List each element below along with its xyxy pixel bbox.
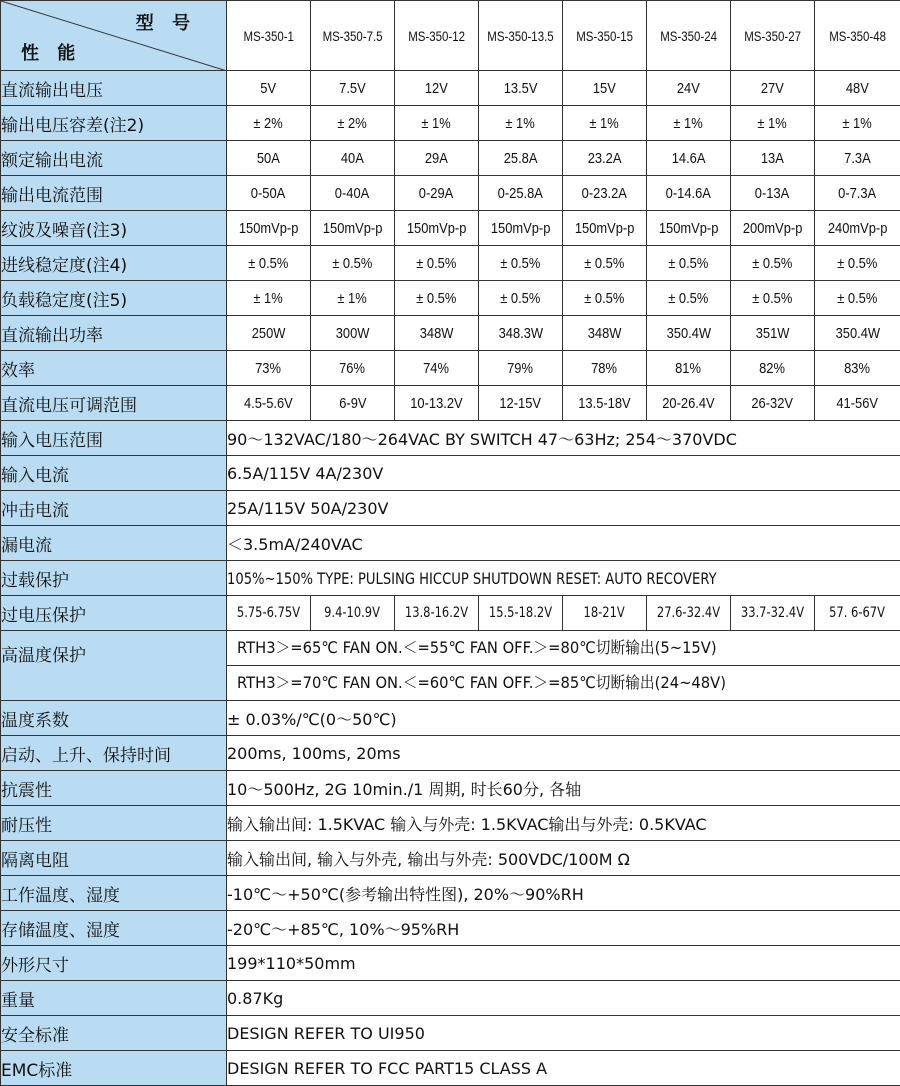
span-value-text: 输入输出间: 1.5KVAC 输入与外壳: 1.5KVAC输出与外壳: 0.5KVAC bbox=[227, 814, 707, 834]
span-value-cell bbox=[227, 1051, 900, 1086]
otp-line bbox=[227, 665, 900, 700]
value-cell bbox=[647, 106, 731, 141]
value-text: 200mVp-p bbox=[742, 219, 803, 237]
row-label: 纹波及噪音(注3) bbox=[1, 211, 227, 246]
value-text: 82% bbox=[759, 359, 786, 377]
value-text: 73% bbox=[255, 359, 282, 377]
value-text: 4.5-5.6V bbox=[244, 394, 293, 412]
value-cell bbox=[647, 351, 731, 386]
row-label: 直流输出功率 bbox=[1, 316, 227, 351]
spec-row bbox=[1, 701, 900, 736]
value-text: ± 1% bbox=[589, 114, 620, 132]
row-label: 负载稳定度(注5) bbox=[1, 281, 227, 316]
value-text: 0-25.8A bbox=[497, 184, 544, 202]
row-label: 冲击电流 bbox=[1, 491, 227, 526]
spec-row bbox=[1, 141, 900, 176]
value-cell bbox=[395, 281, 479, 316]
value-text: 24V bbox=[677, 79, 700, 97]
value-cell bbox=[479, 176, 563, 211]
spec-row bbox=[1, 176, 900, 211]
value-cell bbox=[647, 386, 731, 421]
value-text: 79% bbox=[507, 359, 534, 377]
value-cell bbox=[815, 386, 900, 421]
value-text: 6-9V bbox=[338, 394, 367, 412]
row-label: 输出电流范围 bbox=[1, 176, 227, 211]
value-text: 0-23.2A bbox=[581, 184, 628, 202]
spec-row bbox=[1, 771, 900, 806]
value-cell bbox=[563, 281, 647, 316]
value-text: ± 0.5% bbox=[500, 289, 541, 307]
value-cell bbox=[815, 211, 900, 246]
value-text: 40A bbox=[341, 149, 364, 167]
value-cell bbox=[395, 106, 479, 141]
spec-row bbox=[1, 946, 900, 981]
value-cell bbox=[395, 596, 479, 631]
value-text: 25.8A bbox=[503, 149, 538, 167]
span-value-cell bbox=[227, 911, 900, 946]
spec-row bbox=[1, 386, 900, 421]
span-value-text: 200ms, 100ms, 20ms bbox=[227, 743, 401, 763]
value-cell bbox=[731, 596, 815, 631]
value-text: ± 1% bbox=[842, 114, 873, 132]
value-text: ± 0.5% bbox=[248, 254, 289, 272]
span-value-cell bbox=[227, 421, 900, 456]
value-cell bbox=[563, 141, 647, 176]
model-name: MS-350-27 bbox=[731, 1, 815, 71]
model-name: MS-350-7.5 bbox=[311, 1, 395, 71]
value-text: 348W bbox=[419, 324, 454, 342]
value-cell bbox=[479, 386, 563, 421]
value-text: 13.5-18V bbox=[578, 394, 631, 412]
span-value-text: DESIGN REFER TO FCC PART15 CLASS A bbox=[227, 1058, 548, 1078]
model-name: MS-350-15 bbox=[563, 1, 647, 71]
value-text: 10-13.2V bbox=[410, 394, 463, 412]
span-value-text: 10～500Hz, 2G 10min./1 周期, 时长60分, 各轴 bbox=[227, 779, 582, 799]
span-value-cell bbox=[227, 981, 900, 1016]
value-text: ± 1% bbox=[421, 114, 452, 132]
value-text: 7.5V bbox=[339, 79, 366, 97]
value-cell bbox=[563, 106, 647, 141]
row-label: 输入电流 bbox=[1, 456, 227, 491]
value-text: 74% bbox=[423, 359, 450, 377]
value-text: 150mVp-p bbox=[574, 219, 635, 237]
header-corner-cell bbox=[1, 1, 227, 71]
value-text: 0-50A bbox=[251, 184, 286, 202]
row-label: 过载保护 bbox=[1, 561, 227, 596]
value-cell bbox=[731, 106, 815, 141]
value-text: 13.5V bbox=[503, 79, 538, 97]
span-value-text: -10℃～+50℃(参考输出特性图), 20%～90%RH bbox=[227, 884, 584, 904]
value-cell bbox=[311, 316, 395, 351]
value-text: 76% bbox=[339, 359, 366, 377]
span-value-cell bbox=[227, 491, 900, 526]
header-row bbox=[1, 1, 900, 71]
value-text: 9.4-10.9V bbox=[324, 605, 381, 621]
value-cell bbox=[815, 176, 900, 211]
value-cell bbox=[395, 71, 479, 106]
value-cell bbox=[227, 316, 311, 351]
value-text: 0-14.6A bbox=[665, 184, 712, 202]
value-cell bbox=[731, 281, 815, 316]
value-text: 0-7.3A bbox=[838, 184, 877, 202]
spec-row bbox=[1, 981, 900, 1016]
value-cell bbox=[479, 141, 563, 176]
value-cell bbox=[647, 71, 731, 106]
row-label: 隔离电阻 bbox=[1, 841, 227, 876]
value-text: 81% bbox=[675, 359, 702, 377]
value-text: ± 1% bbox=[505, 114, 536, 132]
value-text: ± 2% bbox=[337, 114, 368, 132]
value-cell bbox=[395, 176, 479, 211]
value-cell bbox=[815, 596, 900, 631]
value-text: ± 1% bbox=[337, 289, 368, 307]
value-cell bbox=[311, 596, 395, 631]
value-cell bbox=[227, 176, 311, 211]
span-value-cell bbox=[227, 946, 900, 981]
value-text: 150mVp-p bbox=[658, 219, 719, 237]
value-cell bbox=[563, 71, 647, 106]
value-text: 0-29A bbox=[419, 184, 454, 202]
value-text: 41-56V bbox=[836, 394, 879, 412]
value-cell bbox=[563, 596, 647, 631]
value-cell bbox=[227, 246, 311, 281]
value-cell bbox=[311, 71, 395, 106]
row-label: 安全标准 bbox=[1, 1016, 227, 1051]
value-cell bbox=[227, 596, 311, 631]
value-cell bbox=[731, 351, 815, 386]
value-cell bbox=[563, 246, 647, 281]
row-label: 外形尺寸 bbox=[1, 946, 227, 981]
span-value-cell bbox=[227, 1016, 900, 1051]
value-cell bbox=[731, 246, 815, 281]
value-cell bbox=[815, 71, 900, 106]
model-name: MS-350-12 bbox=[395, 1, 479, 71]
value-text: ± 0.5% bbox=[668, 254, 709, 272]
model-name: MS-350-24 bbox=[647, 1, 731, 71]
value-text: 20-26.4V bbox=[662, 394, 715, 412]
value-text: 250W bbox=[251, 324, 286, 342]
value-cell bbox=[815, 141, 900, 176]
value-cell bbox=[395, 386, 479, 421]
value-cell bbox=[227, 211, 311, 246]
value-text: 348W bbox=[587, 324, 622, 342]
value-cell bbox=[311, 106, 395, 141]
row-label: 存储温度、湿度 bbox=[1, 911, 227, 946]
span-value-cell bbox=[227, 526, 900, 561]
value-cell bbox=[311, 211, 395, 246]
value-cell bbox=[395, 351, 479, 386]
value-text: 240mVp-p bbox=[827, 219, 888, 237]
value-cell bbox=[647, 316, 731, 351]
spec-row bbox=[1, 491, 900, 526]
value-cell bbox=[647, 176, 731, 211]
value-cell bbox=[647, 211, 731, 246]
span-value-cell bbox=[227, 771, 900, 806]
spec-row bbox=[1, 351, 900, 386]
value-cell bbox=[647, 246, 731, 281]
value-text: ± 0.5% bbox=[416, 254, 457, 272]
value-text: 350.4W bbox=[835, 324, 880, 342]
span-value-text: ± 0.03%/℃(0～50℃) bbox=[227, 709, 397, 729]
row-label: 温度系数 bbox=[1, 701, 227, 736]
value-cell bbox=[647, 596, 731, 631]
value-cell bbox=[647, 281, 731, 316]
spec-row bbox=[1, 631, 900, 701]
value-text: 0-40A bbox=[335, 184, 370, 202]
value-cell bbox=[395, 246, 479, 281]
span-value-text: DESIGN REFER TO UI950 bbox=[227, 1023, 425, 1043]
value-cell bbox=[815, 316, 900, 351]
value-text: ± 0.5% bbox=[837, 254, 878, 272]
value-text: 351W bbox=[755, 324, 790, 342]
value-text: 350.4W bbox=[666, 324, 711, 342]
value-cell bbox=[227, 281, 311, 316]
row-label: 重量 bbox=[1, 981, 227, 1016]
spec-row bbox=[1, 211, 900, 246]
value-text: 13.8-16.2V bbox=[404, 605, 469, 621]
span-value-cell bbox=[227, 841, 900, 876]
value-text: 78% bbox=[591, 359, 618, 377]
row-label: 效率 bbox=[1, 351, 227, 386]
value-cell bbox=[815, 281, 900, 316]
value-text: ± 0.5% bbox=[584, 289, 625, 307]
spec-row bbox=[1, 106, 900, 141]
performance-header-label: 性 能 bbox=[21, 43, 82, 64]
spec-row bbox=[1, 1051, 900, 1086]
value-text: 348.3W bbox=[498, 324, 543, 342]
value-text: 0-13A bbox=[755, 184, 790, 202]
spec-row bbox=[1, 561, 900, 596]
otp-line-text: RTH3＞=65℃ FAN ON.＜=55℃ FAN OFF.＞=80℃切断输出(5~15V) bbox=[237, 638, 717, 657]
value-text: 12V bbox=[425, 79, 448, 97]
value-cell bbox=[731, 176, 815, 211]
span-value-cell bbox=[227, 876, 900, 911]
value-cell bbox=[479, 281, 563, 316]
value-text: 48V bbox=[846, 79, 869, 97]
value-text: 29A bbox=[425, 149, 448, 167]
value-text: 5.75-6.75V bbox=[236, 605, 301, 621]
value-text: 300W bbox=[335, 324, 370, 342]
value-text: 13A bbox=[761, 149, 784, 167]
span-value-cell bbox=[227, 561, 900, 596]
spec-row bbox=[1, 841, 900, 876]
value-text: 12-15V bbox=[499, 394, 542, 412]
span-value-text: ＜3.5mA/240VAC bbox=[227, 534, 363, 554]
row-label: 直流输出电压 bbox=[1, 71, 227, 106]
spec-row bbox=[1, 421, 900, 456]
value-text: 150mVp-p bbox=[322, 219, 383, 237]
span-value-cell bbox=[227, 806, 900, 841]
span-value-cell bbox=[227, 701, 900, 736]
value-text: 26-32V bbox=[751, 394, 794, 412]
value-text: 33.7-32.4V bbox=[740, 605, 805, 621]
spec-row bbox=[1, 246, 900, 281]
value-text: 5V bbox=[260, 79, 277, 97]
spec-row bbox=[1, 281, 900, 316]
spec-row bbox=[1, 1016, 900, 1051]
value-cell bbox=[227, 386, 311, 421]
value-cell bbox=[395, 211, 479, 246]
spec-row bbox=[1, 316, 900, 351]
value-cell bbox=[227, 351, 311, 386]
model-name: MS-350-1 bbox=[227, 1, 311, 71]
value-cell bbox=[731, 71, 815, 106]
value-text: ± 0.5% bbox=[752, 254, 793, 272]
value-cell bbox=[815, 351, 900, 386]
otp-line bbox=[227, 631, 900, 665]
span-value-text: 0.87Kg bbox=[227, 988, 284, 1008]
model-name: MS-350-13.5 bbox=[479, 1, 563, 71]
value-text: 150mVp-p bbox=[238, 219, 299, 237]
value-cell bbox=[563, 211, 647, 246]
value-cell bbox=[479, 246, 563, 281]
row-label: EMC标准 bbox=[1, 1051, 227, 1086]
row-label: 启动、上升、保持时间 bbox=[1, 736, 227, 771]
value-cell bbox=[479, 71, 563, 106]
value-cell bbox=[563, 316, 647, 351]
value-cell bbox=[815, 246, 900, 281]
value-text: ± 2% bbox=[253, 114, 284, 132]
span-value-text: -20℃～+85℃, 10%～95%RH bbox=[227, 919, 460, 939]
row-label: 工作温度、湿度 bbox=[1, 876, 227, 911]
row-label: 额定输出电流 bbox=[1, 141, 227, 176]
value-text: ± 0.5% bbox=[584, 254, 625, 272]
value-text: ± 0.5% bbox=[332, 254, 373, 272]
value-cell bbox=[479, 211, 563, 246]
row-label: 直流电压可调范围 bbox=[1, 386, 227, 421]
value-text: ± 0.5% bbox=[416, 289, 457, 307]
value-cell bbox=[311, 246, 395, 281]
value-text: 15.5-18.2V bbox=[488, 605, 553, 621]
value-cell bbox=[227, 71, 311, 106]
value-cell bbox=[311, 351, 395, 386]
span-value-text: 6.5A/115V 4A/230V bbox=[227, 463, 384, 483]
value-cell bbox=[731, 316, 815, 351]
row-label: 漏电流 bbox=[1, 526, 227, 561]
row-label: 过电压保护 bbox=[1, 596, 227, 631]
value-text: 57. 6-67V bbox=[829, 605, 886, 621]
otp-value-cell bbox=[227, 631, 900, 701]
value-cell bbox=[563, 176, 647, 211]
spec-row bbox=[1, 456, 900, 491]
value-cell bbox=[395, 316, 479, 351]
value-cell bbox=[731, 141, 815, 176]
value-text: 83% bbox=[844, 359, 871, 377]
value-cell bbox=[647, 141, 731, 176]
value-text: 7.3A bbox=[844, 149, 871, 167]
value-cell bbox=[731, 211, 815, 246]
model-name: MS-350-48 bbox=[815, 1, 900, 71]
spec-row bbox=[1, 876, 900, 911]
value-text: 23.2A bbox=[587, 149, 622, 167]
row-label: 输出电压容差(注2) bbox=[1, 106, 227, 141]
value-text: ± 1% bbox=[673, 114, 704, 132]
value-cell bbox=[311, 281, 395, 316]
value-cell bbox=[227, 141, 311, 176]
value-cell bbox=[227, 106, 311, 141]
value-cell bbox=[311, 176, 395, 211]
value-cell bbox=[563, 351, 647, 386]
span-value-cell bbox=[227, 736, 900, 771]
value-cell bbox=[395, 141, 479, 176]
value-text: 50A bbox=[257, 149, 280, 167]
value-text: ± 1% bbox=[757, 114, 788, 132]
spec-row bbox=[1, 71, 900, 106]
spec-row bbox=[1, 806, 900, 841]
value-text: ± 0.5% bbox=[500, 254, 541, 272]
value-text: 14.6A bbox=[671, 149, 706, 167]
value-cell bbox=[479, 596, 563, 631]
value-cell bbox=[479, 316, 563, 351]
value-text: 150mVp-p bbox=[490, 219, 551, 237]
value-text: ± 0.5% bbox=[752, 289, 793, 307]
value-cell bbox=[731, 386, 815, 421]
value-cell bbox=[815, 106, 900, 141]
value-cell bbox=[479, 106, 563, 141]
value-text: 18-21V bbox=[583, 605, 626, 621]
value-text: ± 0.5% bbox=[668, 289, 709, 307]
row-label: 输入电压范围 bbox=[1, 421, 227, 456]
model-header-label: 型 号 bbox=[135, 13, 196, 34]
value-text: 150mVp-p bbox=[406, 219, 467, 237]
row-label: 抗震性 bbox=[1, 771, 227, 806]
value-text: 27V bbox=[761, 79, 784, 97]
value-cell bbox=[311, 141, 395, 176]
otp-line-text: RTH3＞=70℃ FAN ON.＜=60℃ FAN OFF.＞=85℃切断输出(24~48V) bbox=[237, 673, 726, 692]
value-text: ± 0.5% bbox=[837, 289, 878, 307]
span-value-text: 25A/115V 50A/230V bbox=[227, 498, 389, 518]
span-value-text: 199*110*50mm bbox=[227, 953, 356, 973]
span-value-cell bbox=[227, 456, 900, 491]
value-cell bbox=[479, 351, 563, 386]
span-value-text: 输入输出间, 输入与外壳, 输出与外壳: 500VDC/100M Ω bbox=[227, 849, 630, 869]
spec-row bbox=[1, 911, 900, 946]
row-label: 高温度保护 bbox=[1, 631, 227, 701]
value-cell bbox=[563, 386, 647, 421]
value-cell bbox=[311, 386, 395, 421]
span-value-text: 105%~150% TYPE: PULSING HICCUP SHUTDOWN RESET: AUTO RECOVERY bbox=[227, 568, 717, 588]
value-text: ± 1% bbox=[253, 289, 284, 307]
span-value-text: 90～132VAC/180～264VAC BY SWITCH 47～63Hz; 254～370VDC bbox=[227, 429, 737, 449]
row-label: 进线稳定度(注4) bbox=[1, 246, 227, 281]
row-label: 耐压性 bbox=[1, 806, 227, 841]
value-text: 27.6-32.4V bbox=[656, 605, 721, 621]
value-text: 15V bbox=[593, 79, 616, 97]
spec-row bbox=[1, 526, 900, 561]
spec-row bbox=[1, 596, 900, 631]
spec-row bbox=[1, 736, 900, 771]
